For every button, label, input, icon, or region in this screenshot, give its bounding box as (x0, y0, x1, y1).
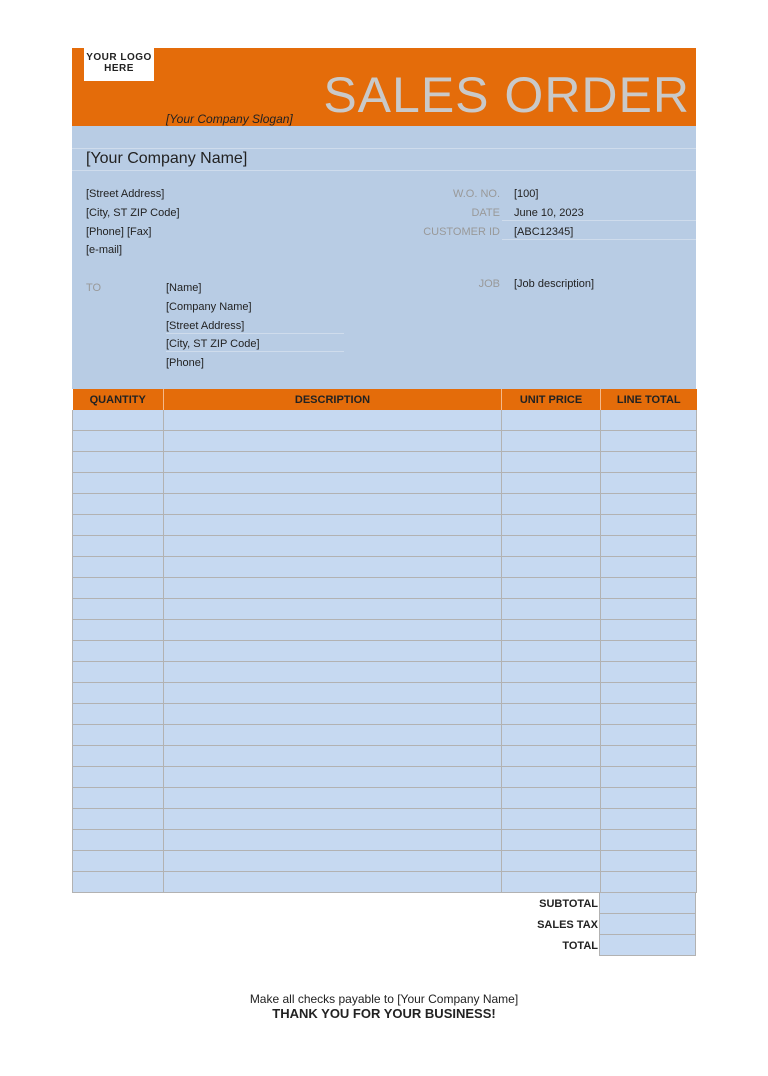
divider (166, 333, 344, 334)
table-row (73, 767, 697, 788)
table-row (73, 683, 697, 704)
cell-unit-price[interactable] (502, 830, 601, 851)
cell-description[interactable] (164, 578, 502, 599)
cell-unit-price[interactable] (502, 641, 601, 662)
table-header-row (73, 389, 697, 410)
cell-unit-price[interactable] (502, 578, 601, 599)
cell-unit-price[interactable] (502, 431, 601, 452)
cell-quantity[interactable] (73, 410, 164, 431)
cell-quantity[interactable] (73, 452, 164, 473)
cell-line-total[interactable] (601, 851, 697, 872)
subtotal-label: SUBTOTAL (539, 898, 598, 910)
table-row (73, 662, 697, 683)
cell-line-total[interactable] (601, 683, 697, 704)
company-name: [Your Company Name] (86, 150, 248, 167)
table-row (73, 494, 697, 515)
cell-line-total[interactable] (601, 662, 697, 683)
cell-unit-price[interactable] (502, 872, 601, 893)
footer (0, 992, 768, 1021)
cell-quantity[interactable] (73, 683, 164, 704)
cell-description[interactable] (164, 725, 502, 746)
cell-unit-price[interactable] (502, 851, 601, 872)
table-row (73, 515, 697, 536)
cell-line-total[interactable] (601, 704, 697, 725)
table-row (73, 830, 697, 851)
cell-quantity[interactable] (73, 557, 164, 578)
cell-description[interactable] (164, 746, 502, 767)
cell-quantity[interactable] (73, 578, 164, 599)
divider (72, 170, 696, 171)
company-city: [City, ST ZIP Code] (86, 207, 180, 219)
cell-description[interactable] (164, 788, 502, 809)
cell-line-total[interactable] (601, 557, 697, 578)
cell-unit-price[interactable] (502, 788, 601, 809)
cell-line-total[interactable] (601, 599, 697, 620)
cell-unit-price[interactable] (502, 725, 601, 746)
cell-unit-price[interactable] (502, 746, 601, 767)
cell-description[interactable] (164, 410, 502, 431)
company-slogan: [Your Company Slogan] (166, 112, 293, 126)
column-header-quantity: QUANTITY (73, 389, 164, 410)
cell-quantity[interactable] (73, 767, 164, 788)
table-row (73, 578, 697, 599)
cell-quantity[interactable] (73, 851, 164, 872)
table-row (73, 809, 697, 830)
table-row (73, 557, 697, 578)
cell-unit-price[interactable] (502, 557, 601, 578)
cell-quantity[interactable] (73, 599, 164, 620)
thank-you-note: THANK YOU FOR YOUR BUSINESS! (272, 1006, 496, 1021)
table-row (73, 746, 697, 767)
cell-description[interactable] (164, 536, 502, 557)
cell-line-total[interactable] (601, 725, 697, 746)
cell-line-total[interactable] (601, 494, 697, 515)
cell-description[interactable] (164, 767, 502, 788)
ship-to-street: [Street Address] (166, 320, 245, 332)
cell-quantity[interactable] (73, 704, 164, 725)
cell-description[interactable] (164, 704, 502, 725)
cell-description[interactable] (164, 452, 502, 473)
cell-line-total[interactable] (601, 473, 697, 494)
cell-quantity[interactable] (73, 431, 164, 452)
date-value: June 10, 2023 (514, 207, 584, 219)
cell-unit-price[interactable] (502, 494, 601, 515)
total-cell[interactable] (599, 935, 696, 956)
table-row (73, 473, 697, 494)
cell-description[interactable] (164, 599, 502, 620)
cell-line-total[interactable] (601, 431, 697, 452)
customer-id-label: CUSTOMER ID (423, 226, 500, 238)
document-title: SALES ORDER (323, 67, 690, 123)
column-header-line-total: LINE TOTAL (601, 389, 697, 410)
payable-note: Make all checks payable to [Your Company Name] (249, 992, 519, 1006)
sales-order-sheet (72, 48, 696, 957)
cell-quantity[interactable] (73, 788, 164, 809)
divider (502, 239, 696, 240)
ship-to-name: [Name] (166, 282, 202, 294)
table-row (73, 410, 697, 431)
cell-unit-price[interactable] (502, 515, 601, 536)
cell-quantity[interactable] (73, 536, 164, 557)
ship-to-city: [City, ST ZIP Code] (166, 338, 260, 350)
cell-description[interactable] (164, 851, 502, 872)
cell-description[interactable] (164, 872, 502, 893)
ship-to-phone: [Phone] (166, 357, 204, 369)
line-items-table (72, 389, 697, 893)
table-row (73, 536, 697, 557)
cell-description[interactable] (164, 557, 502, 578)
column-header-description: DESCRIPTION (164, 389, 502, 410)
cell-line-total[interactable] (601, 788, 697, 809)
table-row (73, 851, 697, 872)
cell-quantity[interactable] (73, 830, 164, 851)
cell-line-total[interactable] (601, 536, 697, 557)
cell-quantity[interactable] (73, 473, 164, 494)
cell-description[interactable] (164, 473, 502, 494)
cell-description[interactable] (164, 830, 502, 851)
cell-unit-price[interactable] (502, 410, 601, 431)
cell-line-total[interactable] (601, 410, 697, 431)
cell-description[interactable] (164, 662, 502, 683)
totals-section (72, 893, 696, 957)
cell-quantity[interactable] (73, 494, 164, 515)
company-street: [Street Address] (86, 188, 165, 200)
cell-unit-price[interactable] (502, 809, 601, 830)
cell-description[interactable] (164, 683, 502, 704)
cell-line-total[interactable] (601, 872, 697, 893)
table-row (73, 620, 697, 641)
table-row (73, 452, 697, 473)
cell-line-total[interactable] (601, 809, 697, 830)
cell-line-total[interactable] (601, 641, 697, 662)
cell-description[interactable] (164, 620, 502, 641)
cell-quantity[interactable] (73, 641, 164, 662)
date-label: DATE (471, 207, 500, 219)
logo-placeholder[interactable]: YOUR LOGO HERE (84, 48, 154, 81)
cell-description[interactable] (164, 641, 502, 662)
job-label: JOB (478, 278, 500, 290)
cell-line-total[interactable] (601, 830, 697, 851)
divider (502, 220, 696, 221)
divider (166, 351, 344, 352)
cell-quantity[interactable] (73, 872, 164, 893)
table-row (73, 788, 697, 809)
customer-id-value: [ABC12345] (514, 226, 574, 238)
cell-unit-price[interactable] (502, 662, 601, 683)
table-row (73, 641, 697, 662)
cell-quantity[interactable] (73, 662, 164, 683)
divider (72, 148, 696, 149)
cell-description[interactable] (164, 431, 502, 452)
sales-tax-cell[interactable] (599, 914, 696, 935)
wo-number-value: [100] (514, 188, 539, 200)
table-row (73, 704, 697, 725)
table-row (73, 431, 697, 452)
ship-to-label: TO (86, 282, 102, 294)
cell-quantity[interactable] (73, 620, 164, 641)
cell-unit-price[interactable] (502, 452, 601, 473)
cell-quantity[interactable] (73, 515, 164, 536)
header-banner (72, 48, 696, 126)
sales-tax-label: SALES TAX (537, 919, 598, 931)
ship-to-company: [Company Name] (166, 301, 252, 313)
subtotal-cell[interactable] (599, 893, 696, 914)
cell-line-total[interactable] (601, 515, 697, 536)
cell-unit-price[interactable] (502, 473, 601, 494)
cell-line-total[interactable] (601, 620, 697, 641)
cell-unit-price[interactable] (502, 767, 601, 788)
wo-number-label: W.O. NO. (452, 188, 500, 200)
cell-unit-price[interactable] (502, 536, 601, 557)
table-row (73, 725, 697, 746)
cell-description[interactable] (164, 809, 502, 830)
job-value: [Job description] (514, 278, 595, 290)
company-email: [e-mail] (86, 244, 123, 256)
table-row (73, 872, 697, 893)
cell-quantity[interactable] (73, 809, 164, 830)
table-row (73, 599, 697, 620)
cell-description[interactable] (164, 494, 502, 515)
info-panel (72, 126, 696, 389)
cell-line-total[interactable] (601, 578, 697, 599)
cell-quantity[interactable] (73, 725, 164, 746)
company-phone-fax: [Phone] [Fax] (86, 226, 152, 238)
cell-unit-price[interactable] (502, 620, 601, 641)
cell-unit-price[interactable] (502, 599, 601, 620)
cell-line-total[interactable] (601, 767, 697, 788)
cell-line-total[interactable] (601, 746, 697, 767)
cell-quantity[interactable] (73, 746, 164, 767)
cell-line-total[interactable] (601, 452, 697, 473)
total-label: TOTAL (562, 940, 598, 952)
column-header-unit-price: UNIT PRICE (502, 389, 601, 410)
cell-description[interactable] (164, 515, 502, 536)
cell-unit-price[interactable] (502, 683, 601, 704)
cell-unit-price[interactable] (502, 704, 601, 725)
